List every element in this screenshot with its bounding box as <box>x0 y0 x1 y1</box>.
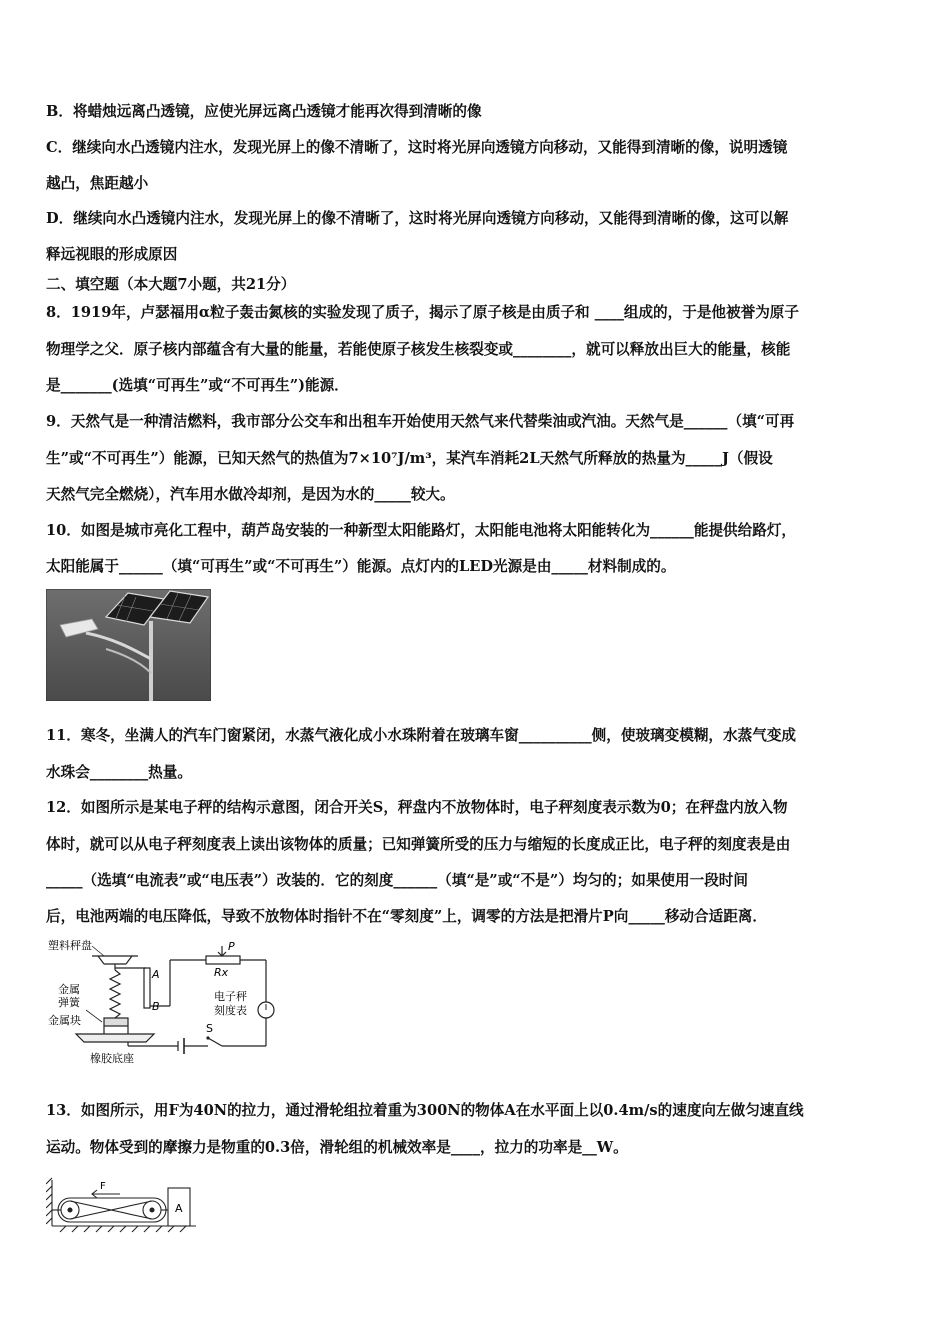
solar-lamp-image <box>46 589 211 701</box>
q11-line2: 水珠会________热量。 <box>46 764 192 781</box>
label-rx: Rx <box>214 966 229 979</box>
q8-line1: 8．1919年，卢瑟福用α粒子轰击氮核的实验发现了质子，揭示了原子核是由质子和 ____组成的，于是他被誉为原子 <box>46 304 799 321</box>
q12-line2: 体时，就可以从电子秤刻度表上读出该物体的质量；已知弹簧所受的压力与缩短的长度成正比，电子秤的刻度表是由 <box>46 836 791 853</box>
label-pan: 塑料秤盘 <box>48 939 92 952</box>
label-p: P <box>228 940 235 953</box>
option-c-line1: C．继续向水凸透镜内注水，发现光屏上的像不清晰了，这时将光屏向透镜方向移动，又能得到清晰的像，说明透镜 <box>46 139 788 156</box>
q13-line2: 运动。物体受到的摩擦力是物重的0.3倍，滑轮组的机械效率是____，拉力的功率是__W。 <box>46 1139 628 1156</box>
scale-schematic <box>46 938 278 1066</box>
q10-line2: 太阳能属于______（填“可再生”或“不可再生”）能源。点灯内的LED光源是由_____材料制成的。 <box>46 558 676 575</box>
q9-line2: 生”或“不可再生”）能源，已知天然气的热值为7×10⁷J/m³，某汽车消耗2L天然气所释放的热量为_____J（假设 <box>46 450 773 467</box>
label-block-a: A <box>175 1202 183 1215</box>
q9-line3: 天然气完全燃烧），汽车用水做冷却剂，是因为水的_____较大。 <box>46 486 455 503</box>
label-a: A <box>152 968 160 981</box>
pulley-diagram <box>46 1176 198 1234</box>
label-base: 橡胶底座 <box>90 1052 134 1065</box>
section-heading: 二、填空题（本大题7小题，共21分） <box>46 276 296 293</box>
q12-line1: 12．如图所示是某电子秤的结构示意图，闭合开关S，秤盘内不放物体时，电子秤刻度表示数为0；在秤盘内放入物 <box>46 799 788 816</box>
q12-line3: _____（选填“电流表”或“电压表”）改装的．它的刻度______（填“是”或“不是”）均匀的；如果使用一段时间 <box>46 872 748 889</box>
option-b: B．将蜡烛远离凸透镜，应使光屏远离凸透镜才能再次得到清晰的像 <box>46 103 482 120</box>
option-d-line2: 释远视眼的形成原因 <box>46 246 178 263</box>
solar-street-lamp-photo <box>46 589 211 701</box>
label-spring-1: 金属 <box>58 983 80 996</box>
q8-line3: 是_______(选填“可再生”或“不可再生”)能源． <box>46 377 349 394</box>
label-spring-2: 弹簧 <box>58 996 80 1009</box>
q12-line4: 后，电池两端的电压降低，导致不放物体时指针不在“零刻度”上，调零的方法是把滑片P向_____移动合适距离． <box>46 908 767 925</box>
label-meter-2: 刻度表 <box>214 1004 247 1017</box>
q13-line1: 13．如图所示，用F为40N的拉力，通过滑轮组拉着重为300N的物体A在水平面上以0.4m/s的速度向左做匀速直线 <box>46 1102 804 1119</box>
label-meter-1: 电子秤 <box>214 990 247 1003</box>
label-b: B <box>152 1000 160 1013</box>
pulley-schematic <box>46 1176 198 1234</box>
option-c-line2: 越凸，焦距越小 <box>46 175 149 192</box>
label-switch: S <box>206 1022 213 1035</box>
q11-line1: 11．寒冬，坐满人的汽车门窗紧闭，水蒸气液化成小水珠附着在玻璃车窗__________侧，使玻璃变模糊，水蒸气变成 <box>46 727 797 744</box>
q9-line1: 9．天然气是一种清洁燃料，我市部分公交车和出租车开始使用天然气来代替柴油或汽油。天然气是______（填“可再 <box>46 413 795 430</box>
option-d-line1: D．继续向水凸透镜内注水，发现光屏上的像不清晰了，这时将光屏向透镜方向移动，又能得到清晰的像，这可以解 <box>46 210 789 227</box>
electronic-scale-diagram <box>46 938 278 1066</box>
label-block: 金属块 <box>48 1014 81 1027</box>
label-force: F <box>100 1181 106 1192</box>
q10-line1: 10．如图是城市亮化工程中，葫芦岛安装的一种新型太阳能路灯，太阳能电池将太阳能转化为______能提供给路灯， <box>46 522 797 539</box>
q8-line2: 物理学之父．原子核内部蕴含有大量的能量，若能使原子核发生核裂变或________，就可以释放出巨大的能量，核能 <box>46 341 791 358</box>
lamp-pole <box>149 621 153 701</box>
